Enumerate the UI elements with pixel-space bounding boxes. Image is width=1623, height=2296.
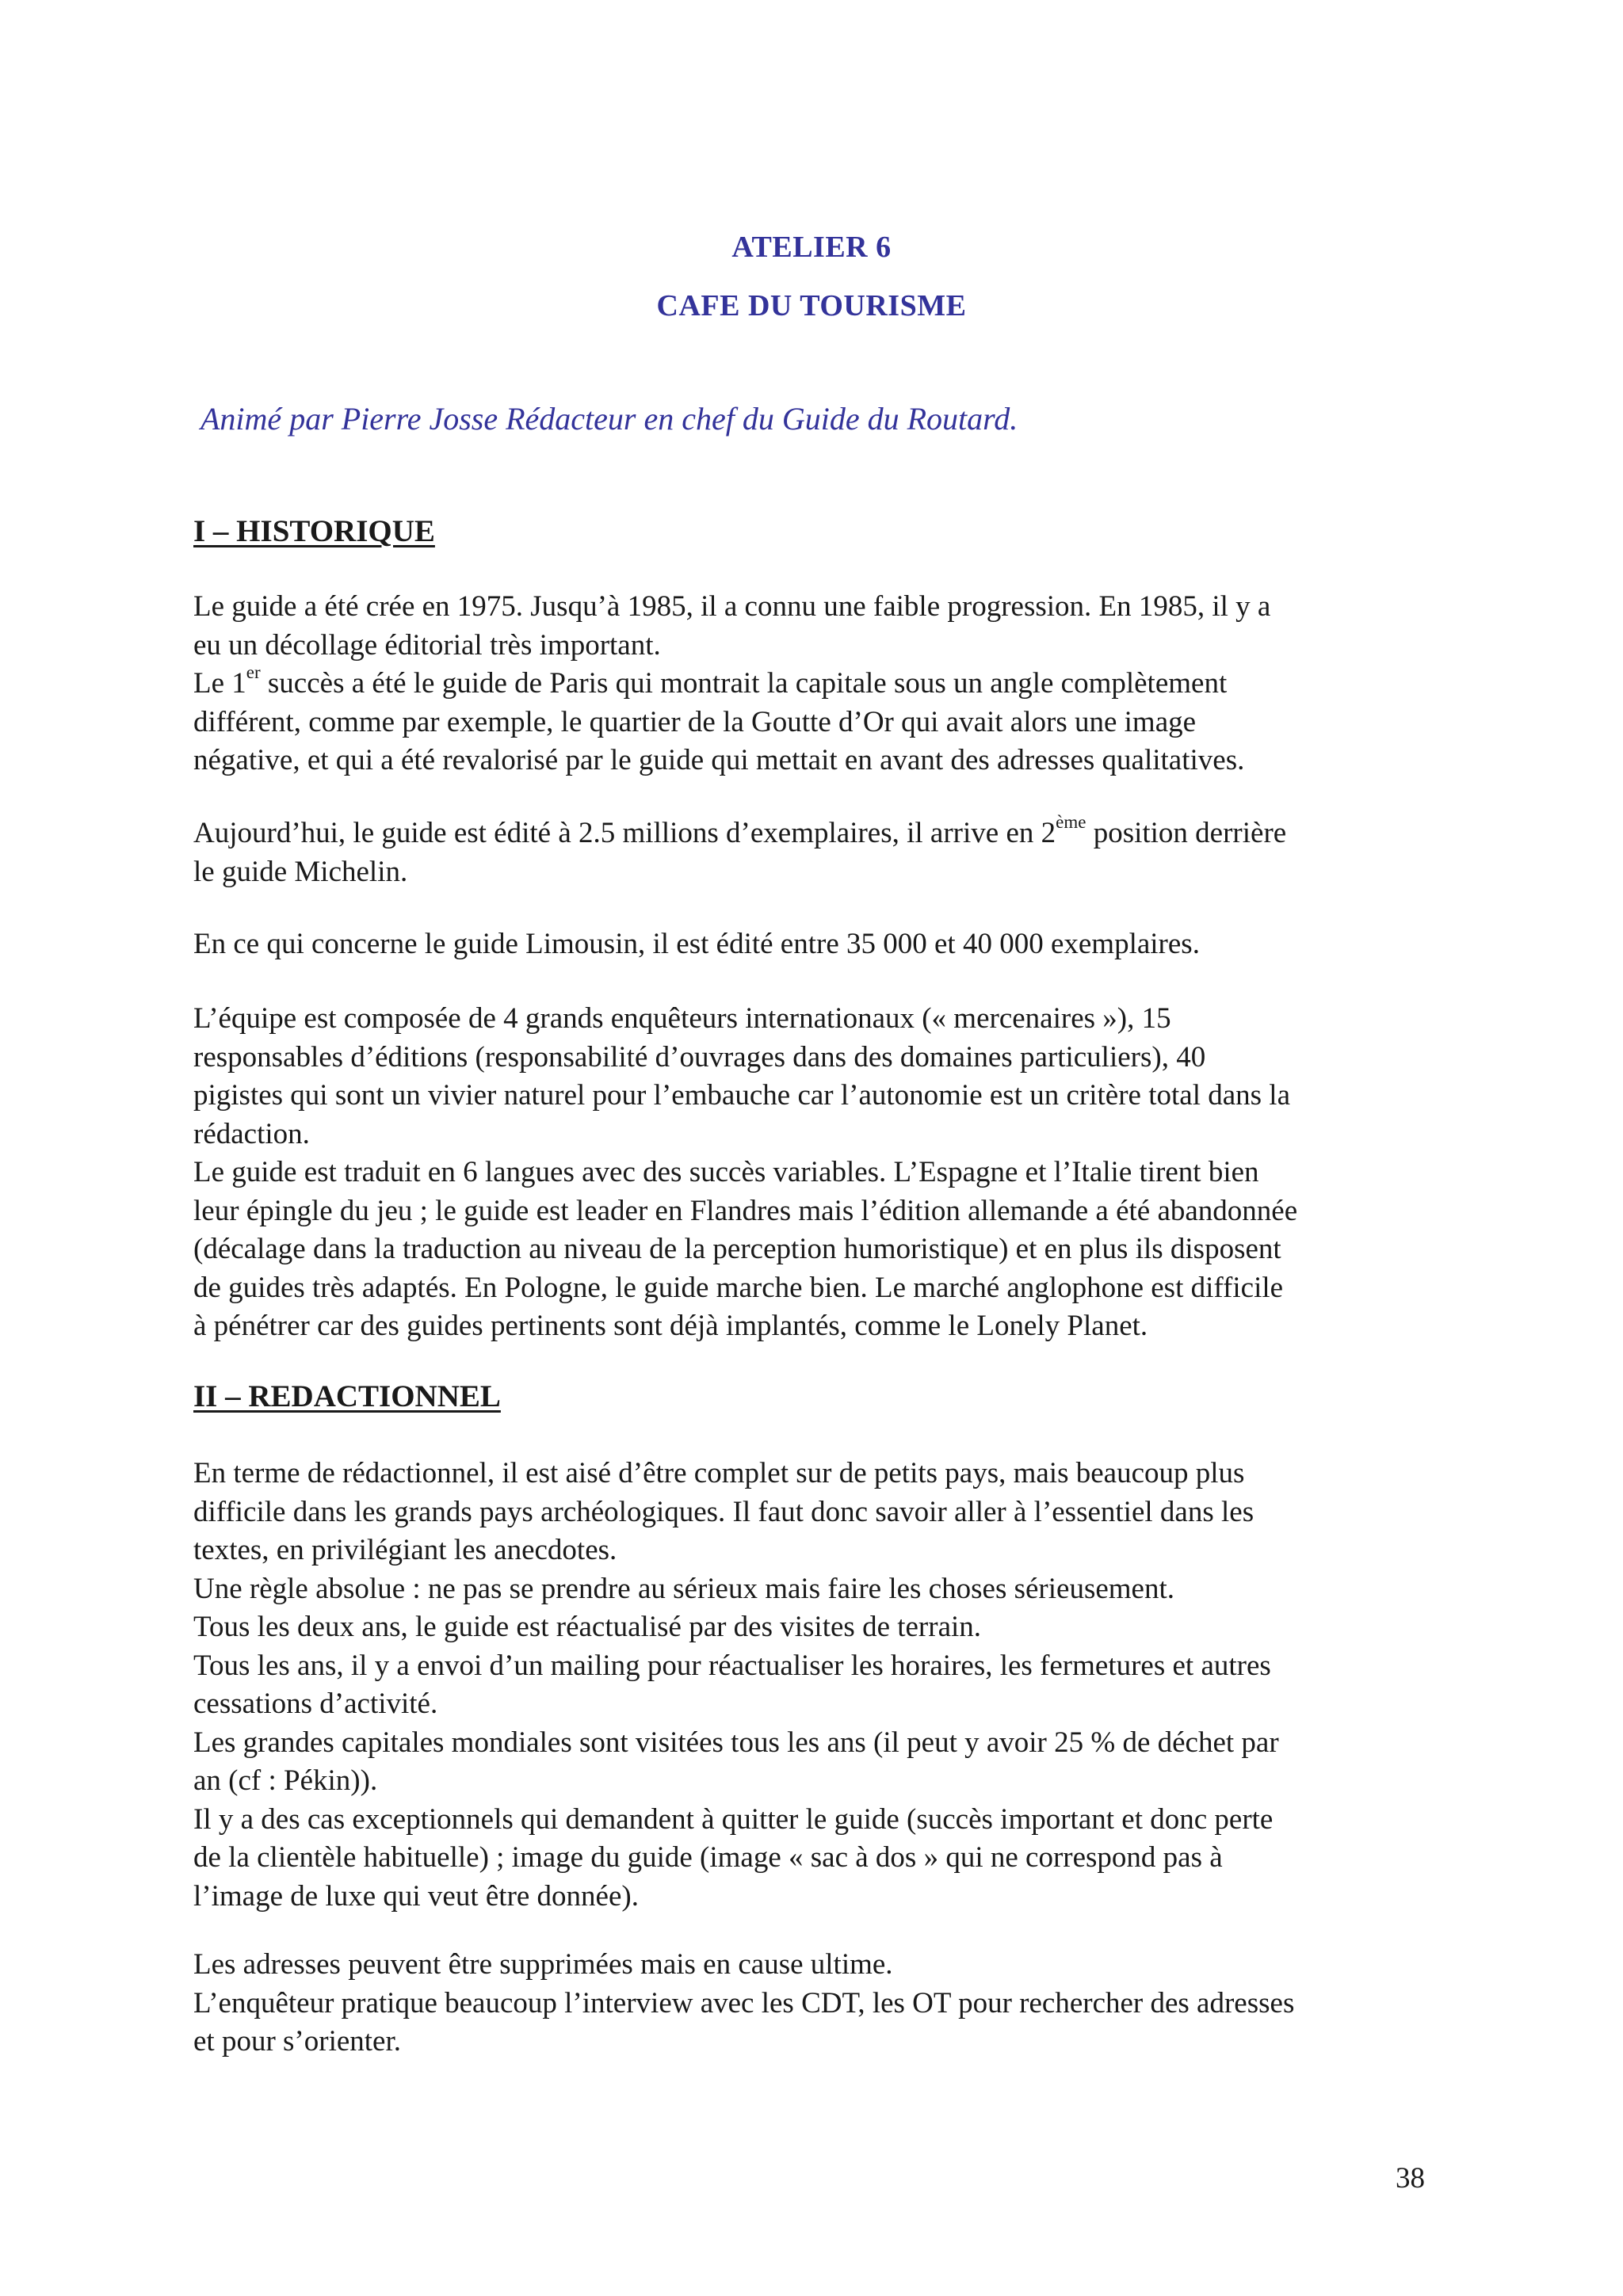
text-line [193,814,1430,853]
text-line: En terme de rédactionnel, il est aisé d’être complet sur de petits pays, mais beaucoup plus [193,1457,1245,1489]
superscript: ème [1056,812,1086,832]
text-line: le guide Michelin. [193,855,408,888]
title-cafe-du-tourisme: CAFE DU TOURISME [656,289,967,322]
superscript: er [246,662,261,682]
paragraph-history-intro [193,588,1430,780]
text-fragment: Aujourd’hui, le guide est édité à 2.5 millions d’exemplaires, il arrive en 2 [193,817,1056,849]
text-line: L’équipe est composée de 4 grands enquêteurs internationaux (« mercenaires »), 15 [193,1002,1171,1035]
text-line: eu un décollage éditorial très important. [193,628,661,662]
text-line: négative, et qui a été revalorisé par le guide qui mettait en avant des adresses qualitatives. [193,744,1245,776]
text-line: Le guide a été crée en 1975. Jusqu’à 1985, il a connu une faible progression. En 1985, il y a [193,590,1271,623]
text-line: Tous les deux ans, le guide est réactualisé par des visites de terrain. [193,1611,982,1643]
section-heading-redactionnel: II – REDACTIONNEL [193,1379,501,1413]
text-line: rédaction. [193,1117,310,1150]
text-line: En ce qui concerne le guide Limousin, il est édité entre 35 000 et 40 000 exemplaires. [193,928,1200,960]
text-line: et pour s’orienter. [193,2025,401,2058]
title-atelier: ATELIER 6 [731,231,892,264]
text-line: pigistes qui sont un vivier naturel pour l’embauche car l’autonomie est un critère total dans la [193,1079,1290,1112]
text-line: L’enquêteur pratique beaucoup l’interview avec les CDT, les OT pour rechercher des adresses [193,1986,1295,2019]
text-line: (décalage dans la traduction au niveau de la perception humoristique) et en plus ils disposent [193,1233,1281,1265]
text-line: différent, comme par exemple, le quartier de la Goutte d’Or qui avait alors une image [193,705,1197,738]
text-line [193,662,1430,704]
paragraph-print-run [193,814,1430,891]
text-line: an (cf : Pékin)). [193,1764,378,1797]
text-line: Les adresses peuvent être supprimées mais en cause ultime. [193,1948,893,1981]
text-line: Une règle absolue : ne pas se prendre au sérieux mais faire les choses sérieusement. [193,1572,1175,1605]
text-line: textes, en privilégiant les anecdotes. [193,1534,617,1566]
subtitle-animator: Animé par Pierre Josse Rédacteur en chef du Guide du Routard. [200,401,1018,437]
text-line: Il y a des cas exceptionnels qui demandent à quitter le guide (succès important et donc perte [193,1802,1274,1836]
paragraph-addresses [193,1946,1430,2061]
text-line: à pénétrer car des guides pertinents sont déjà implantés, comme le Lonely Planet. [193,1310,1148,1342]
text-fragment: succès a été le guide de Paris qui montrait la capitale sous un angle complètement [260,667,1228,700]
paragraph-limousin [193,925,1430,964]
text-fragment: position derrière [1086,817,1287,849]
page-number: 38 [1396,2162,1425,2195]
text-line: leur épingle du jeu ; le guide est leader en Flandres mais l’édition allemande a été abandonnée [193,1194,1298,1227]
text-line: l’image de luxe qui veut être donnée). [193,1879,639,1913]
paragraph-team [193,1000,1430,1346]
text-line: de la clientèle habituelle) ; image du guide (image « sac à dos » qui ne correspond pas à [193,1841,1223,1874]
text-fragment: Le 1 [193,667,246,700]
text-line: responsables d’éditions (responsabilité d’ouvrages dans des domaines particuliers), 40 [193,1040,1206,1074]
text-line: Les grandes capitales mondiales sont visitées tous les ans (il peut y avoir 25 % de déchet par [193,1726,1279,1759]
text-line: Le guide est traduit en 6 langues avec des succès variables. L’Espagne et l’Italie tirent bien [193,1156,1259,1188]
text-line: de guides très adaptés. En Pologne, le guide marche bien. Le marché anglophone est difficile [193,1271,1284,1304]
section-heading-historique: I – HISTORIQUE [193,514,435,548]
text-line: Tous les ans, il y a envoi d’un mailing pour réactualiser les horaires, les fermetures et autres [193,1649,1271,1682]
text-line: difficile dans les grands pays archéologiques. Il faut donc savoir aller à l’essentiel dans les [193,1495,1254,1528]
text-line: cessations d’activité. [193,1688,438,1720]
paragraph-editorial [193,1455,1430,1916]
